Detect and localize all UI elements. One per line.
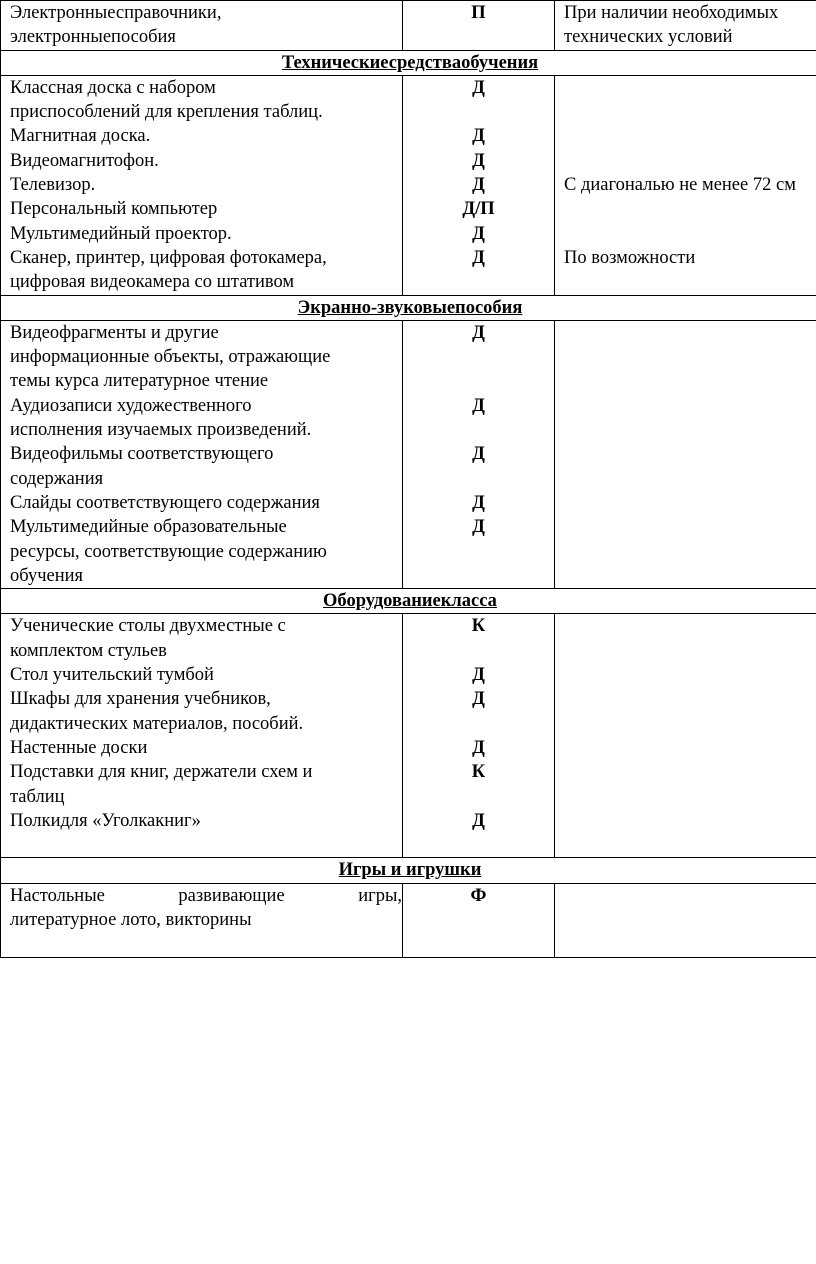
section-header-row (1, 50, 816, 75)
item-note-line (564, 197, 816, 221)
item-name-line: Стол учительский тумбой (10, 665, 214, 686)
item-code: Д (472, 665, 485, 686)
item-name-line: Видеофильмы соответствующего (10, 444, 274, 465)
item-code: Д (472, 737, 485, 758)
item-code: Д (472, 395, 485, 416)
item-name-line: темы курса литературное чтение (10, 371, 269, 392)
item-code: П (471, 3, 486, 23)
item-code (403, 712, 554, 736)
item-name-cell (1, 1, 403, 51)
item-name-line: Сканер, принтер, цифровая фотокамера, (10, 247, 327, 268)
item-code: Д (472, 150, 485, 171)
item-note-line (564, 100, 816, 124)
item-code: Д (472, 444, 485, 465)
item-code (403, 639, 554, 663)
item-name-line: Персональный компьютер (10, 199, 218, 220)
item-code (403, 833, 554, 857)
item-name-cell (1, 883, 403, 957)
item-name-line: информационные объекты, отражающие (10, 347, 331, 368)
item-note-line: С диагональю не менее 72 см (564, 175, 796, 196)
section-title: Игры и игрушки (1, 858, 816, 883)
item-code: Д (472, 810, 485, 831)
item-name-line: цифровая видеокамера со штативом (10, 272, 295, 293)
item-name-line: содержания (10, 468, 104, 489)
item-name-line: исполнения изучаемых произведений. (10, 420, 312, 441)
item-name-line: Ученические столы двухместные с (10, 616, 286, 637)
item-code: Д (472, 492, 485, 513)
item-code: Д (472, 77, 485, 98)
item-name-line: Настольные развивающие игры, (10, 885, 402, 906)
item-code (403, 418, 554, 442)
item-code: К (471, 616, 486, 637)
item-code (403, 932, 554, 956)
table-row (1, 75, 816, 295)
item-name-line: Телевизор. (10, 175, 96, 196)
item-name-line (10, 833, 402, 857)
item-name-line: Аудиозаписи художественного (10, 395, 252, 416)
item-note-cell (555, 75, 816, 295)
section-header-row (1, 589, 816, 614)
item-note-line: технических условий (564, 27, 733, 48)
item-name-cell (1, 320, 403, 588)
item-name-cell (1, 614, 403, 858)
item-code-cell (403, 75, 555, 295)
item-code (403, 369, 554, 393)
item-name-line: Подставки для книг, держатели схем и (10, 762, 313, 783)
item-note-line: По возможности (564, 247, 696, 268)
item-name-line: Магнитная доска. (10, 126, 151, 147)
item-name-line: приспособлений для крепления таблиц. (10, 102, 323, 123)
item-note-line (564, 76, 816, 100)
item-name-line: электронныепособия (10, 27, 176, 48)
section-header-row (1, 858, 816, 883)
item-name-line: Настенные доски (10, 737, 148, 758)
item-note-line (564, 124, 816, 148)
item-note-cell (555, 614, 816, 858)
item-name-line: Видеомагнитофон. (10, 150, 159, 171)
item-note-cell (555, 320, 816, 588)
item-name-line: обучения (10, 565, 84, 586)
item-code (403, 564, 554, 588)
table-row (1, 614, 816, 858)
item-code (403, 540, 554, 564)
item-code: Д (472, 126, 485, 147)
item-name-line: комплектом стульев (10, 640, 167, 661)
item-name-line: Слайды соответствующего содержания (10, 492, 320, 513)
item-name-line: ресурсы, соответствующие содержанию (10, 541, 327, 562)
item-code (403, 785, 554, 809)
table-row (1, 320, 816, 588)
item-code-cell (403, 320, 555, 588)
section-title: Техническиесредстваобучения (1, 50, 816, 75)
item-name-line: Мультимедийный проектор. (10, 223, 232, 244)
table-row (1, 1, 816, 51)
section-title: Оборудованиекласса (1, 589, 816, 614)
item-name-line: Полкидля «Уголкакниг» (10, 810, 201, 831)
item-code-cell (403, 614, 555, 858)
item-note-line (564, 149, 816, 173)
item-note-cell (555, 883, 816, 957)
item-name-cell (1, 75, 403, 295)
item-note-line (564, 222, 816, 246)
equipment-table-body (1, 1, 816, 958)
section-title: Экранно-звуковыепособия (1, 295, 816, 320)
item-name-line: литературное лото, викторины (10, 909, 252, 930)
item-name-line: дидактических материалов, пособий. (10, 713, 304, 734)
section-header-row (1, 295, 816, 320)
item-name-line: таблиц (10, 786, 65, 807)
item-code: Д (472, 247, 485, 268)
item-code (403, 100, 554, 124)
item-code-cell (403, 1, 555, 51)
item-code: Ф (470, 885, 487, 906)
item-code (403, 908, 554, 932)
item-note-cell (555, 1, 816, 51)
item-code: Д (472, 517, 485, 538)
item-name-line: Классная доска с набором (10, 77, 216, 98)
item-code: Д (472, 223, 485, 244)
item-note-line: При наличии необходимых (564, 3, 779, 23)
item-code-cell (403, 883, 555, 957)
item-code: Д/П (462, 199, 495, 220)
item-name-line (10, 932, 402, 956)
item-code: Д (472, 175, 485, 196)
item-code (403, 467, 554, 491)
item-name-line: Видеофрагменты и другие (10, 322, 219, 343)
item-name-line: Электронныесправочники, (10, 3, 222, 23)
item-note-line (564, 270, 816, 294)
item-name-line: Мультимедийные образовательные (10, 517, 287, 538)
table-row (1, 883, 816, 957)
item-code: Д (472, 689, 485, 710)
item-name-line: Шкафы для хранения учебников, (10, 689, 271, 710)
item-code: Д (472, 322, 485, 343)
item-code: К (471, 762, 486, 783)
item-code (403, 345, 554, 369)
item-code (403, 270, 554, 294)
